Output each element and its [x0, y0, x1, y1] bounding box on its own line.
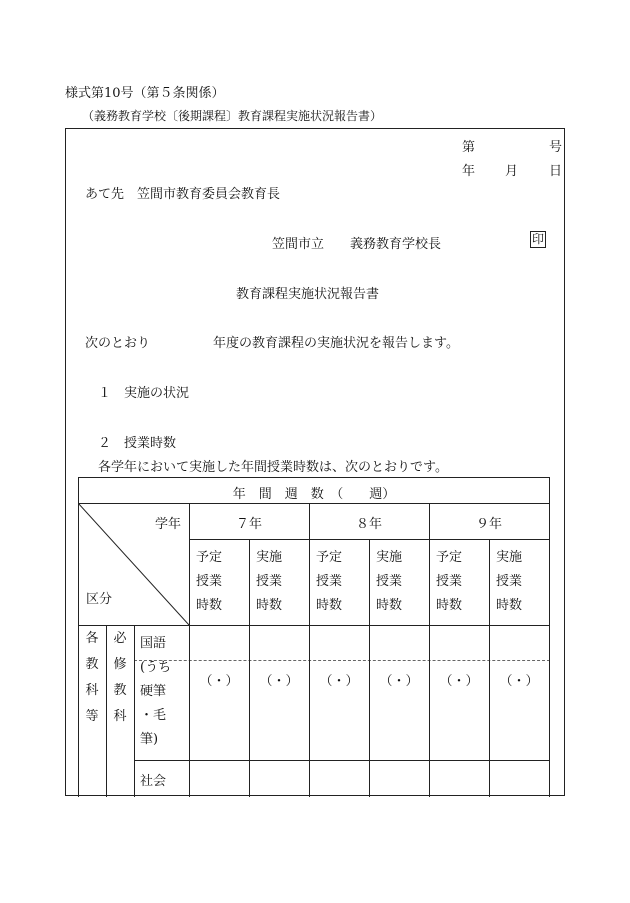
- subject-social: 社会: [140, 774, 167, 789]
- form-number: 様式第10号（第５条関係）: [65, 86, 225, 101]
- seal-stamp: 印: [531, 232, 544, 246]
- grade-label: 学年: [154, 517, 181, 532]
- grade-7: ７年: [235, 517, 262, 532]
- section-2-description: 各学年において実施した年間授業時数は、次のとおりです。: [98, 460, 448, 475]
- calligraphy-value: （・）: [439, 674, 479, 689]
- calligraphy-value: （・）: [499, 674, 539, 689]
- category-all-subjects: 各 教 科 等: [85, 631, 99, 724]
- grade-8: ８年: [355, 517, 382, 532]
- sub-header-actual: 実施 授業 時数: [256, 550, 283, 613]
- sub-header-planned: 予定 授業 時数: [196, 550, 223, 613]
- section-2-heading: ２ 授業時数: [98, 436, 177, 451]
- calligraphy-value: （・）: [319, 674, 359, 689]
- grade-9: ９年: [475, 517, 502, 532]
- form-subtitle: （義務教育学校〔後期課程〕教育課程実施状況報告書）: [82, 109, 383, 123]
- calligraphy-value: （・）: [259, 674, 299, 689]
- sub-header-planned: 予定 授業 時数: [436, 550, 463, 613]
- sub-header-planned: 予定 授業 時数: [316, 550, 343, 613]
- doc-number-dai: 第: [462, 140, 476, 155]
- doc-number-go: 号: [549, 140, 563, 155]
- calligraphy-value: （・）: [379, 674, 419, 689]
- category-required-subjects: 必 修 教 科: [113, 631, 127, 724]
- date-year: 年: [462, 164, 476, 179]
- calligraphy-value: （・）: [199, 674, 239, 689]
- sub-header-actual: 実施 授業 時数: [376, 550, 403, 613]
- addressee: あて先 笠間市教育委員会教育長: [85, 187, 281, 202]
- sub-header-actual: 実施 授業 時数: [496, 550, 523, 613]
- date-day: 日: [549, 164, 563, 179]
- document-title: 教育課程実施状況報告書: [236, 287, 380, 302]
- division-label: 区分: [85, 592, 112, 607]
- intro-suffix: 年度の教育課程の実施状況を報告します。: [213, 336, 459, 351]
- weeks-header: 年 間 週 数 （ 週）: [232, 487, 396, 502]
- intro-prefix: 次のとおり: [85, 336, 151, 351]
- date-month: 月: [505, 164, 519, 179]
- subject-japanese: 国語 (うち 硬筆 ・毛 筆): [140, 636, 172, 747]
- section-1-heading: １ 実施の状況: [98, 386, 190, 401]
- sender: 笠間市立 義務教育学校長: [272, 237, 442, 252]
